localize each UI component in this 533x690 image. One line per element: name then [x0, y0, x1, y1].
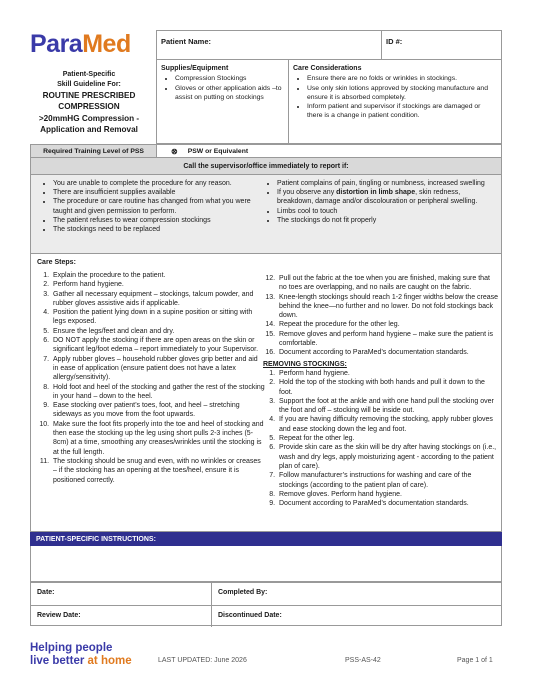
list-item: 12. Pull out the fabric at the toe when you are finished, making sure that no toes are overlapping, and no nails are caught on the fabric. — [277, 274, 499, 293]
list-item: 6. DO NOT apply the stocking if there are open areas on the skin or significant leg/foot edema – report immediately to your Supervisor. — [51, 336, 265, 355]
list-item: 7. Follow manufacturer’s instructions for washing and care of the stockings (according to the patient plan of care). — [277, 471, 499, 490]
list-item: • Ensure there are no folds or wrinkles in stockings. — [307, 74, 497, 83]
patient-instructions-heading: PATIENT-SPECIFIC INSTRUCTIONS: — [30, 532, 502, 546]
patient-id-field[interactable]: ID #: — [386, 37, 403, 46]
discontinued-date-field[interactable]: Discontinued Date: — [218, 612, 282, 619]
list-item: • There are insufficient supplies available — [53, 188, 251, 197]
list-item: • Use only skin lotions approved by stocking manufacture and ensure it is absorbed completely. — [307, 84, 497, 102]
list-item: • Gloves or other application aids –to assist on putting on stockings — [175, 84, 284, 102]
guideline-title: Patient-Specific Skill Guideline For: ROUTINE PRESCRIBED COMPRESSION >20mmHG Compression - Application and Removal — [38, 71, 140, 135]
footer-tagline: Helping people live better at home — [30, 642, 132, 668]
list-item: 7. Apply rubber gloves – household rubber gloves grip better and aid in ease of application (ensure patient does not have a latex allergy/sensitivity). — [51, 355, 265, 383]
care-considerations-section: Care Considerations • Ensure there are no folds or wrinkles in stockings. • Use only skin lotions approved by stocking manufacture and ensure it is absorbed completely. • Inform patient and supervisor if stockings are damaged or there is a change in patient condition. — [289, 60, 501, 143]
report-heading: Call the supervisor/office immediately to report if: — [30, 158, 502, 175]
list-item: 8. Hold foot and heel of the stocking and gather the rest of the stocking in your hand – down to the heel. — [51, 383, 265, 402]
supplies-section: Supplies/Equipment • Compression Stockings • Gloves or other application aids –to assist on putting on stockings — [157, 60, 289, 143]
care-steps-section: Care Steps: 1. Explain the procedure to the patient. 2. Perform hand hygiene. 3. Gather all necessary equipment – stockings, talcum powder, and rubber gloves assistive aids if applicable. 4. Position the patient lying down in a supine position or sitting with legs exposed. 5. Ensure the legs/feet and clean and dry. 6. DO NOT apply the stocking if there are open areas on the skin or significant leg/foot edema – report immediately to your Supervisor. 7. Apply rubber gloves – household rubber gloves grip better and aid in ease of application (ensure patient does not have a latex allergy/sensitivity). 8. Hold foot and heel of the stocking and gather the rest of the stocking in your hand – down to the heel. 9. Ease stocking over patient’s toes, foot, and heel – stretching sideways as you move from the foot upwards. 10. Make sure the foot fits properly into the toe and heel of stocking and then ease the stocking up the leg using short pulls 2-3 inches (5-8cm) at a time, smoothing any creases/wrinkles until the stocking is at the full length. 11. The stocking should be snug and even, with no wrinkles or creases – if the stocking has an opening at the toes/heel, ensure it is positioned correctly. 12. Pull out the fabric at the toe when you are finished, making sure that no toes are overlapping, and no nails are caught on the fabric. 13. Knee-length stockings should reach 1-2 finger widths below the crease behind the knee—no further and no lower. Do not fold stockings back down. 14. Repeat the procedure for the other leg. 15. Remove gloves and perform hand hygiene – make sure the patient is comfortable. 16. Document according to ParaMed’s documentation standards. REMOVING STOCKINGS: 1. Perform hand hygiene. 2. Hold the top of the stocking with both hands and pull it down to the foot. 3. Support the foot at the ankle and with one hand pull the stocking over the foot and off – stocking will be inside out. 4. If you are having difficulty removing the stocking, apply rubber gloves and ease stocking down the leg and foot. 5. Repeat for the other leg. 6. Provide skin care as the skin will be dry after having stockings on (i.e., wash and dry legs, apply moisturizing agent - according to the patient plan of care). 7. Follow manufacturer’s instructions for washing and care of the stockings (according to the patient plan of care). 8. Remove gloves. Perform hand hygiene. 9. Document according to ParaMed’s documentation standards. — [30, 254, 502, 532]
completed-by-field[interactable]: Completed By: — [218, 589, 268, 596]
list-item: 6. Provide skin care as the skin will be dry after having stockings on (i.e., wash and dry legs, apply moisturizing agent - according to the patient plan of care). — [277, 443, 499, 471]
review-date-field[interactable]: Review Date: — [31, 606, 212, 627]
list-item: • If you observe any distortion in limb shape, skin redness, breakdown, damage and/or discolouration or peripheral swelling. — [277, 188, 497, 206]
list-item: 3. Gather all necessary equipment – stockings, talcum powder, and rubber gloves assistive aids if applicable. — [51, 290, 265, 309]
checked-circle-icon: ⊗ — [171, 146, 178, 156]
list-item: 5. Repeat for the other leg. — [277, 434, 499, 443]
list-item: • Inform patient and supervisor if stockings are damaged or there is a change in patient condition. — [307, 102, 497, 120]
document-code: PSS-AS-42 — [345, 657, 381, 664]
list-item: • The patient refuses to wear compression stockings — [53, 216, 251, 225]
list-item: 10. Make sure the foot fits properly into the toe and heel of stocking and then ease the stocking up the leg using short pulls 2-3 inches (5-8cm) at a time, smoothing any creases/wrinkles until the stocking is at the full length. — [51, 420, 265, 457]
list-item: 5. Ensure the legs/feet and clean and dry. — [51, 327, 265, 336]
list-item: • Compression Stockings — [175, 74, 284, 83]
list-item: 1. Explain the procedure to the patient. — [51, 271, 265, 280]
removing-stockings-heading: REMOVING STOCKINGS: — [263, 360, 347, 368]
list-item: • The stockings do not fit properly — [277, 216, 497, 225]
supplies-care-box — [156, 60, 502, 144]
list-item: 3. Support the foot at the ankle and with one hand pull the stocking over the foot and off – stocking will be inside out. — [277, 397, 499, 416]
list-item: 2. Hold the top of the stocking with both hands and pull it down to the foot. — [277, 378, 499, 397]
list-item: • The stockings need to be replaced — [53, 225, 251, 234]
patient-header-table — [156, 30, 502, 60]
list-item: 14. Repeat the procedure for the other leg. — [277, 320, 499, 329]
list-item: 9. Document according to ParaMed’s documentation standards. — [277, 499, 499, 508]
last-updated-text: LAST UPDATED: June 2026 — [158, 657, 247, 664]
report-conditions — [30, 175, 502, 254]
list-item: 2. Perform hand hygiene. — [51, 280, 265, 289]
patient-name-field[interactable]: Patient Name: — [157, 31, 382, 59]
list-item: 15. Remove gloves and perform hand hygiene – make sure the patient is comfortable. — [277, 330, 499, 349]
list-item: 9. Ease stocking over patient’s toes, foot, and heel – stretching sideways as you move from the foot upwards. — [51, 401, 265, 420]
list-item: 13. Knee-length stockings should reach 1-2 finger widths below the crease behind the knee—no further and no lower. Do not fold stockings back down. — [277, 293, 499, 321]
training-level-row: Required Training Level of PSS ⊗ PSW or Equivalent — [30, 144, 502, 158]
list-item: • You are unable to complete the procedure for any reason. — [53, 179, 251, 188]
signoff-table — [30, 582, 502, 626]
list-item: 11. The stocking should be snug and even, with no wrinkles or creases – if the stocking has an opening at the toes/heel, ensure it is positioned correctly. — [51, 457, 265, 485]
list-item: • The procedure or care routine has changed from what you were taught and given permission to perform. — [53, 197, 251, 215]
paramed-logo: ParaMed — [30, 30, 131, 58]
list-item: • Limbs cool to touch — [277, 207, 497, 216]
page-number: Page 1 of 1 — [457, 657, 493, 664]
list-item: 1. Perform hand hygiene. — [277, 369, 499, 378]
date-field[interactable]: Date: — [31, 583, 212, 605]
list-item: 8. Remove gloves. Perform hand hygiene. — [277, 490, 499, 499]
list-item: • Patient complains of pain, tingling or numbness, increased swelling — [277, 179, 497, 188]
list-item: 4. Position the patient lying down in a supine position or sitting with legs exposed. — [51, 308, 265, 327]
list-item: 4. If you are having difficulty removing the stocking, apply rubber gloves and ease stocking down the leg and foot. — [277, 415, 499, 434]
list-item: 16. Document according to ParaMed’s documentation standards. — [277, 348, 499, 357]
patient-instructions-field[interactable] — [30, 546, 502, 582]
